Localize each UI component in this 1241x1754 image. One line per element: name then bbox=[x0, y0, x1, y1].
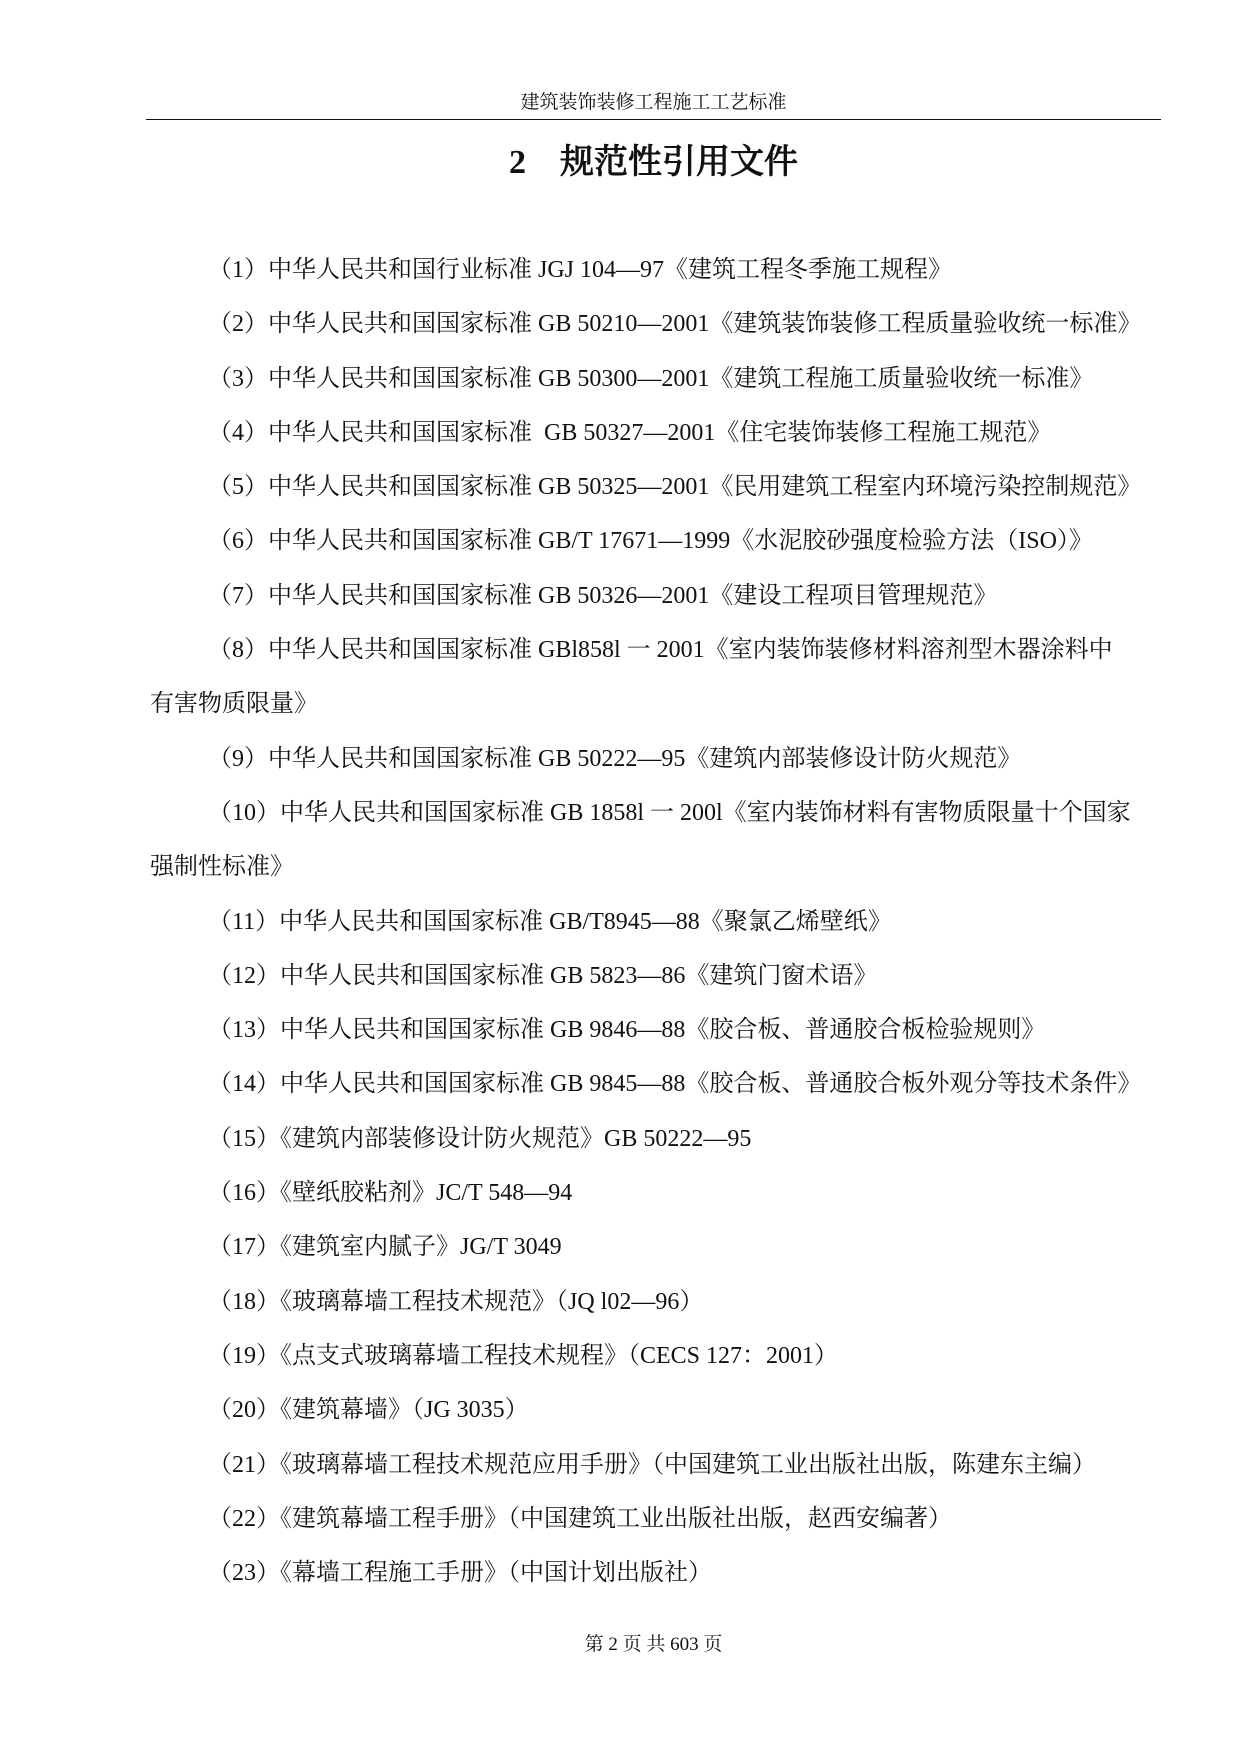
reference-item-21 bbox=[150, 1438, 1161, 1492]
reference-item-1 bbox=[150, 243, 1161, 297]
reference-text: 中华人民共和国行业标准 JGJ 104—97《建筑工程冬季施工规程》 bbox=[268, 257, 953, 283]
reference-number: （2） bbox=[208, 311, 268, 338]
reference-number: （3） bbox=[208, 365, 268, 392]
reference-number: （5） bbox=[208, 474, 268, 501]
reference-text: 中华人民共和国国家标准 GB 9846—88《胶合板、普通胶合板检验规则》 bbox=[280, 1017, 1046, 1044]
reference-number: （21） bbox=[208, 1451, 280, 1478]
reference-item-17 bbox=[150, 1220, 1161, 1274]
reference-item-5 bbox=[150, 460, 1161, 514]
reference-number: （17） bbox=[208, 1234, 280, 1261]
reference-number: （23） bbox=[208, 1560, 280, 1587]
reference-text: 中华人民共和国国家标准 GBl858l 一 2001《室内装饰装修材料溶剂型木器涂料中 bbox=[268, 637, 1113, 664]
reference-number: （14） bbox=[208, 1071, 280, 1098]
reference-item-12 bbox=[150, 949, 1161, 1003]
reference-item-15 bbox=[150, 1112, 1161, 1166]
reference-text: 中华人民共和国国家标准 GB 50326—2001《建设工程项目管理规范》 bbox=[268, 582, 998, 609]
reference-number: （20） bbox=[208, 1397, 280, 1424]
reference-text: 《建筑幕墙》（JG 3035） bbox=[280, 1397, 529, 1424]
page-footer: 第 2 页 共 603 页 bbox=[584, 1634, 723, 1655]
reference-text: 《幕墙工程施工手册》（中国计划出版社） bbox=[280, 1560, 712, 1587]
reference-item-16 bbox=[150, 1166, 1161, 1220]
reference-text: 《玻璃幕墙工程技术规范应用手册》（中国建筑工业出版社出版，陈建东主编） bbox=[280, 1451, 1096, 1478]
reference-number: （4） bbox=[208, 419, 268, 446]
reference-item-8-continuation: 有害物质限量》 bbox=[150, 691, 318, 718]
reference-item-6 bbox=[150, 514, 1161, 568]
reference-text: 中华人民共和国国家标准 GB/T 17671—1999《水泥胶砂强度检验方法（ISO）》 bbox=[268, 528, 1093, 555]
reference-text: 中华人民共和国国家标准 GB 50327—2001《住宅装饰装修工程施工规范》 bbox=[268, 419, 1052, 446]
reference-item-9 bbox=[150, 732, 1161, 786]
reference-item-8 bbox=[150, 623, 1161, 677]
reference-number: （10） bbox=[208, 799, 280, 826]
reference-number: （15） bbox=[208, 1125, 280, 1152]
reference-number: （7） bbox=[208, 582, 268, 609]
reference-number: （16） bbox=[208, 1180, 280, 1207]
reference-number: （6） bbox=[208, 528, 268, 555]
reference-text: 中华人民共和国国家标准 GB 9845—88《胶合板、普通胶合板外观分等技术条件》 bbox=[280, 1071, 1142, 1098]
reference-item-7 bbox=[150, 569, 1161, 623]
reference-number: （18） bbox=[208, 1288, 280, 1315]
reference-number: （1） bbox=[208, 257, 268, 283]
reference-text: 中华人民共和国国家标准 GB 5823—86《建筑门窗术语》 bbox=[280, 962, 878, 989]
header-divider bbox=[146, 119, 1161, 120]
reference-item-11 bbox=[150, 895, 1161, 949]
reference-item-18 bbox=[150, 1275, 1161, 1329]
reference-number: （19） bbox=[208, 1342, 280, 1369]
reference-number: （13） bbox=[208, 1017, 280, 1044]
reference-number: （12） bbox=[208, 962, 280, 989]
reference-item-14 bbox=[150, 1057, 1161, 1111]
reference-item-10-continuation: 强制性标准》 bbox=[150, 854, 294, 881]
reference-text: 中华人民共和国国家标准 GB 50210—2001《建筑装饰装修工程质量验收统一标准》 bbox=[268, 311, 1142, 338]
reference-item-4 bbox=[150, 406, 1161, 460]
reference-item-13 bbox=[150, 1003, 1161, 1057]
section-number: 2 bbox=[509, 144, 526, 181]
reference-item-10 bbox=[150, 786, 1161, 840]
reference-item-20 bbox=[150, 1383, 1161, 1437]
reference-text: 《建筑内部装修设计防火规范》GB 50222—95 bbox=[280, 1125, 752, 1152]
reference-text: 中华人民共和国国家标准 GB 50222—95《建筑内部装修设计防火规范》 bbox=[268, 745, 1022, 772]
reference-item-19 bbox=[150, 1329, 1161, 1383]
reference-item-2 bbox=[150, 297, 1161, 351]
reference-number: （11） bbox=[208, 908, 280, 935]
running-header: 建筑装饰装修工程施工工艺标准 bbox=[520, 92, 787, 113]
reference-number: （22） bbox=[208, 1505, 280, 1532]
reference-item-23 bbox=[150, 1546, 1161, 1600]
reference-item-22 bbox=[150, 1492, 1161, 1546]
reference-text: 中华人民共和国国家标准 GB 1858l 一 200l《室内装饰材料有害物质限量十个国家 bbox=[280, 799, 1131, 826]
reference-number: （9） bbox=[208, 745, 268, 772]
reference-number: （8） bbox=[208, 637, 268, 664]
reference-item-3 bbox=[150, 352, 1161, 406]
reference-text: 《建筑室内腻子》JG/T 3049 bbox=[280, 1234, 562, 1261]
reference-text: 中华人民共和国国家标准 GB 50300—2001《建筑工程施工质量验收统一标准》 bbox=[268, 365, 1094, 392]
reference-text: 中华人民共和国国家标准 GB 50325—2001《民用建筑工程室内环境污染控制规范》 bbox=[268, 474, 1142, 501]
reference-list bbox=[150, 243, 1161, 1600]
reference-text: 《玻璃幕墙工程技术规范》（JQ l02—96） bbox=[280, 1288, 704, 1315]
section-title-text: 规范性引用文件 bbox=[560, 144, 798, 181]
section-heading bbox=[146, 142, 1161, 184]
reference-text: 《建筑幕墙工程手册》（中国建筑工业出版社出版，赵西安编著） bbox=[280, 1505, 952, 1532]
reference-text: 《壁纸胶粘剂》JC/T 548—94 bbox=[280, 1180, 573, 1207]
reference-text: 中华人民共和国国家标准 GB/T8945—88《聚氯乙烯壁纸》 bbox=[279, 908, 892, 935]
reference-text: 《点支式玻璃幕墙工程技术规程》（CECS 127：2001） bbox=[280, 1342, 839, 1369]
